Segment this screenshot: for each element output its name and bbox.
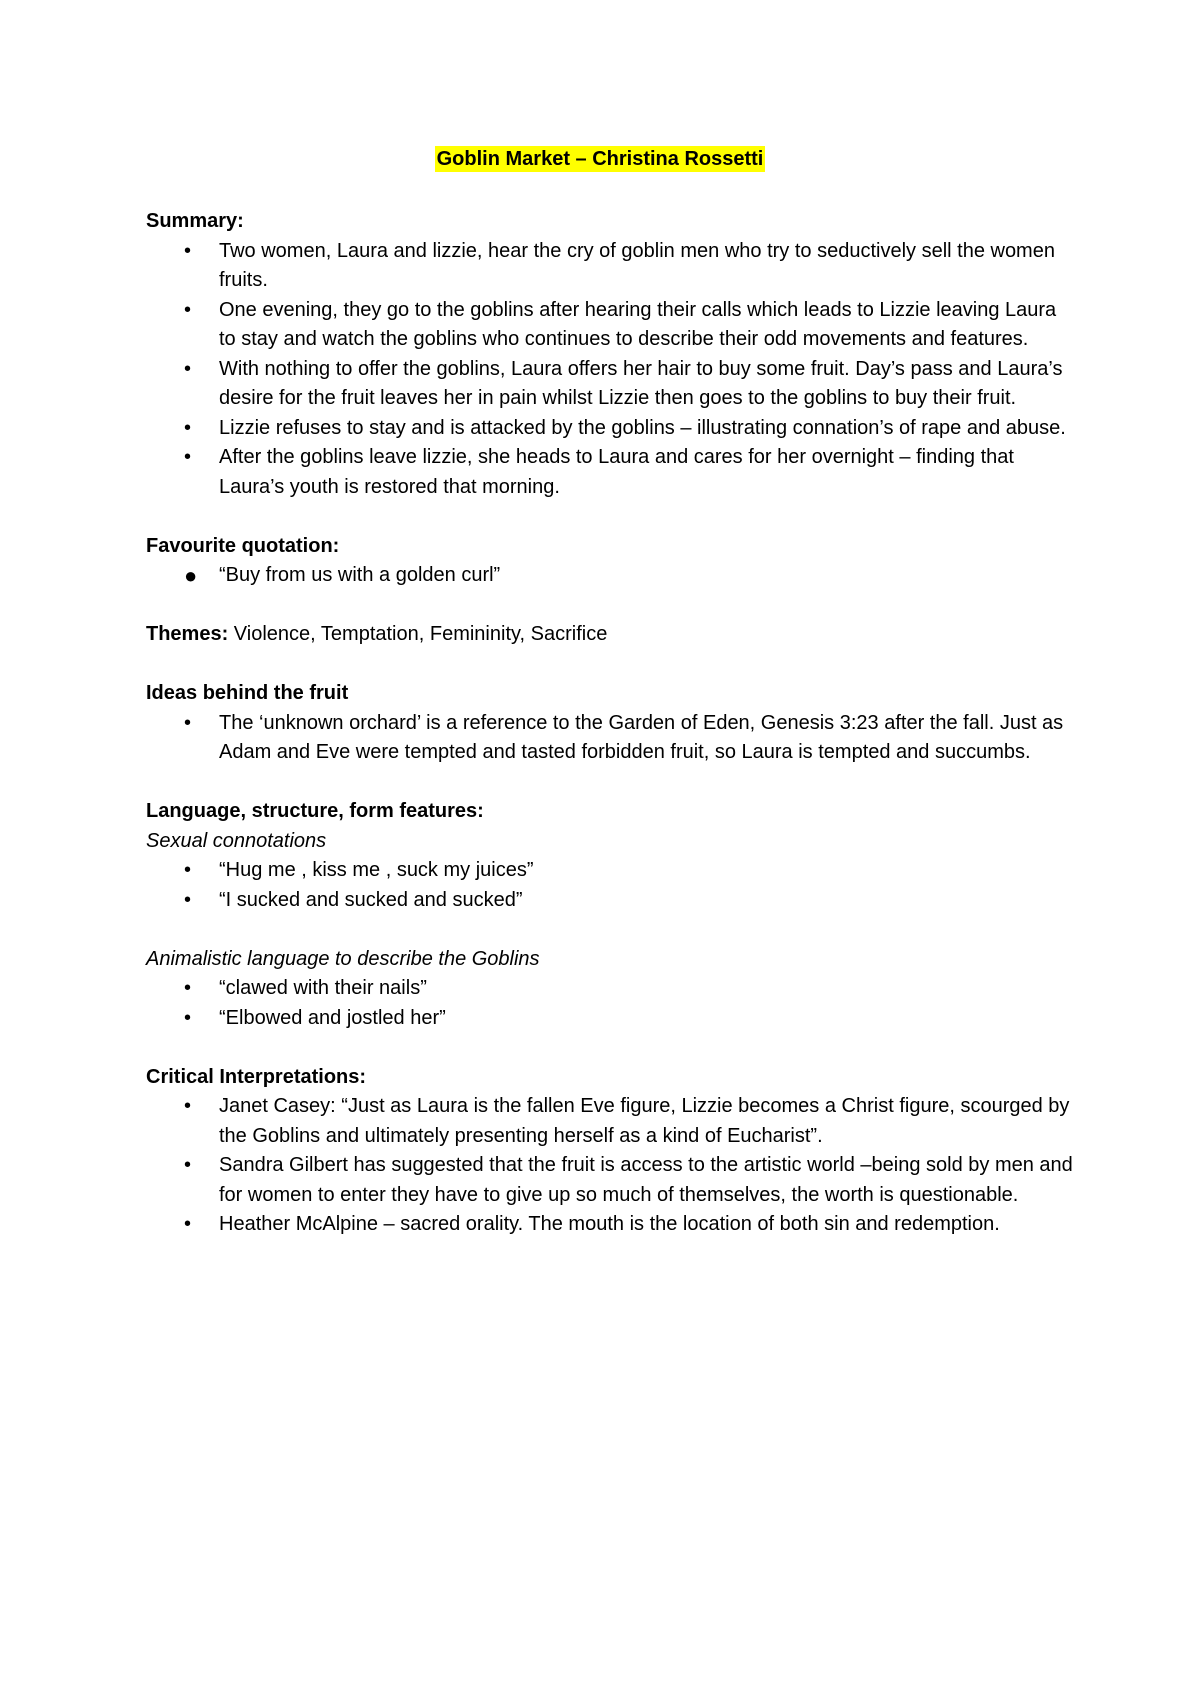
bullet-icon: • [184,1006,192,1029]
document-body [146,207,1076,1240]
spacer [146,768,1076,798]
list-item-text: “clawed with their nails” [219,977,427,999]
list-item-text: “I sucked and sucked and sucked” [219,888,523,911]
bullet-icon: • [184,1095,192,1117]
list-item [146,886,1076,916]
animalistic-language-subheading: Animalistic language to describe the Goblins [146,947,540,970]
list-item-text: Janet Casey: “Just as Laura is the fallen Eve figure, Lizzie becomes a Christ figure, scourged by the Goblins and ultimately presenting herself as a kind of Eucharist”. [219,1095,1070,1147]
bullet-icon: • [184,977,192,999]
bullet-icon: • [184,357,192,380]
list-item [146,1210,1076,1240]
spacer [146,591,1076,621]
list-item-text: “Hug me , kiss me , suck my juices” [219,859,534,881]
themes-line [146,620,1076,650]
list-item [146,709,1076,768]
themes-text: Violence, Temptation, Femininity, Sacrifice [228,623,608,645]
spacer [146,502,1076,532]
spacer [146,650,1076,680]
bullet-icon: • [184,416,192,439]
title-wrapper [0,146,1200,172]
list-item [146,1004,1076,1034]
summary-heading: Summary: [146,210,244,232]
list-item [146,237,1076,296]
list-item [146,355,1076,414]
list-item [146,856,1076,886]
bullet-icon: • [184,859,192,881]
list-item-text: After the goblins leave lizzie, she heads to Laura and cares for her overnight – finding that Laura’s youth is restored that morning. [219,446,1014,498]
bullet-icon: • [184,888,192,911]
list-item-text: With nothing to offer the goblins, Laura offers her hair to buy some fruit. Day’s pass and Laura’s desire for the fruit leaves her in pain whilst Lizzie then goes to the goblins to buy their fruit. [219,357,1063,409]
sexual-connotations-list [146,856,1076,915]
favourite-quotation-heading: Favourite quotation: [146,534,340,557]
list-item-text: Two women, Laura and lizzie, hear the cry of goblin men who try to seductively sell the women fruits. [219,239,1055,291]
summary-list [146,237,1076,503]
list-item [146,561,1076,591]
sexual-connotations-subheading: Sexual connotations [146,829,327,852]
language-heading: Language, structure, form features: [146,800,484,822]
list-item [146,1151,1076,1210]
ideas-list [146,709,1076,768]
favourite-quotation-list [146,561,1076,591]
spacer [146,915,1076,945]
list-item-text: The ‘unknown orchard’ is a reference to the Garden of Eden, Genesis 3:23 after the fall. Just as Adam and Eve were tempted and tasted forbidden fruit, so Laura is tempted and succumbs. [219,711,1064,763]
list-item [146,974,1076,1004]
list-item [146,443,1076,502]
themes-label: Themes: [146,623,229,645]
critical-interpretations-list [146,1092,1076,1240]
bullet-icon: • [184,446,192,468]
animalistic-language-list [146,974,1076,1033]
critical-interpretations-heading: Critical Interpretations: [146,1065,367,1088]
spacer [146,1033,1076,1063]
document-title: Goblin Market – Christina Rossetti [436,148,764,170]
bullet-icon: • [184,1213,192,1235]
list-item-text: One evening, they go to the goblins after hearing their calls which leads to Lizzie leaving Laura to stay and watch the goblins who continues to describe their odd movements and features. [219,298,1057,350]
list-item [146,296,1076,355]
list-item-text: Lizzie refuses to stay and is attacked by the goblins – illustrating connation’s of rape and abuse. [219,416,1066,439]
list-item-text: “Elbowed and jostled her” [219,1006,446,1029]
bullet-icon: • [184,239,192,262]
bullet-icon: • [184,298,192,321]
ideas-heading: Ideas behind the fruit [146,682,349,704]
list-item [146,414,1076,444]
bullet-icon: • [184,711,192,734]
list-item [146,1092,1076,1151]
bullet-icon: ● [184,563,198,588]
list-item-text: Sandra Gilbert has suggested that the fruit is access to the artistic world –being sold by men and for women to enter they have to give up so much of themselves, the worth is questionable. [219,1154,1073,1206]
list-item-text: Heather McAlpine – sacred orality. The mouth is the location of both sin and redemption. [219,1213,1000,1235]
list-item-text: “Buy from us with a golden curl” [219,564,501,586]
bullet-icon: • [184,1154,192,1176]
